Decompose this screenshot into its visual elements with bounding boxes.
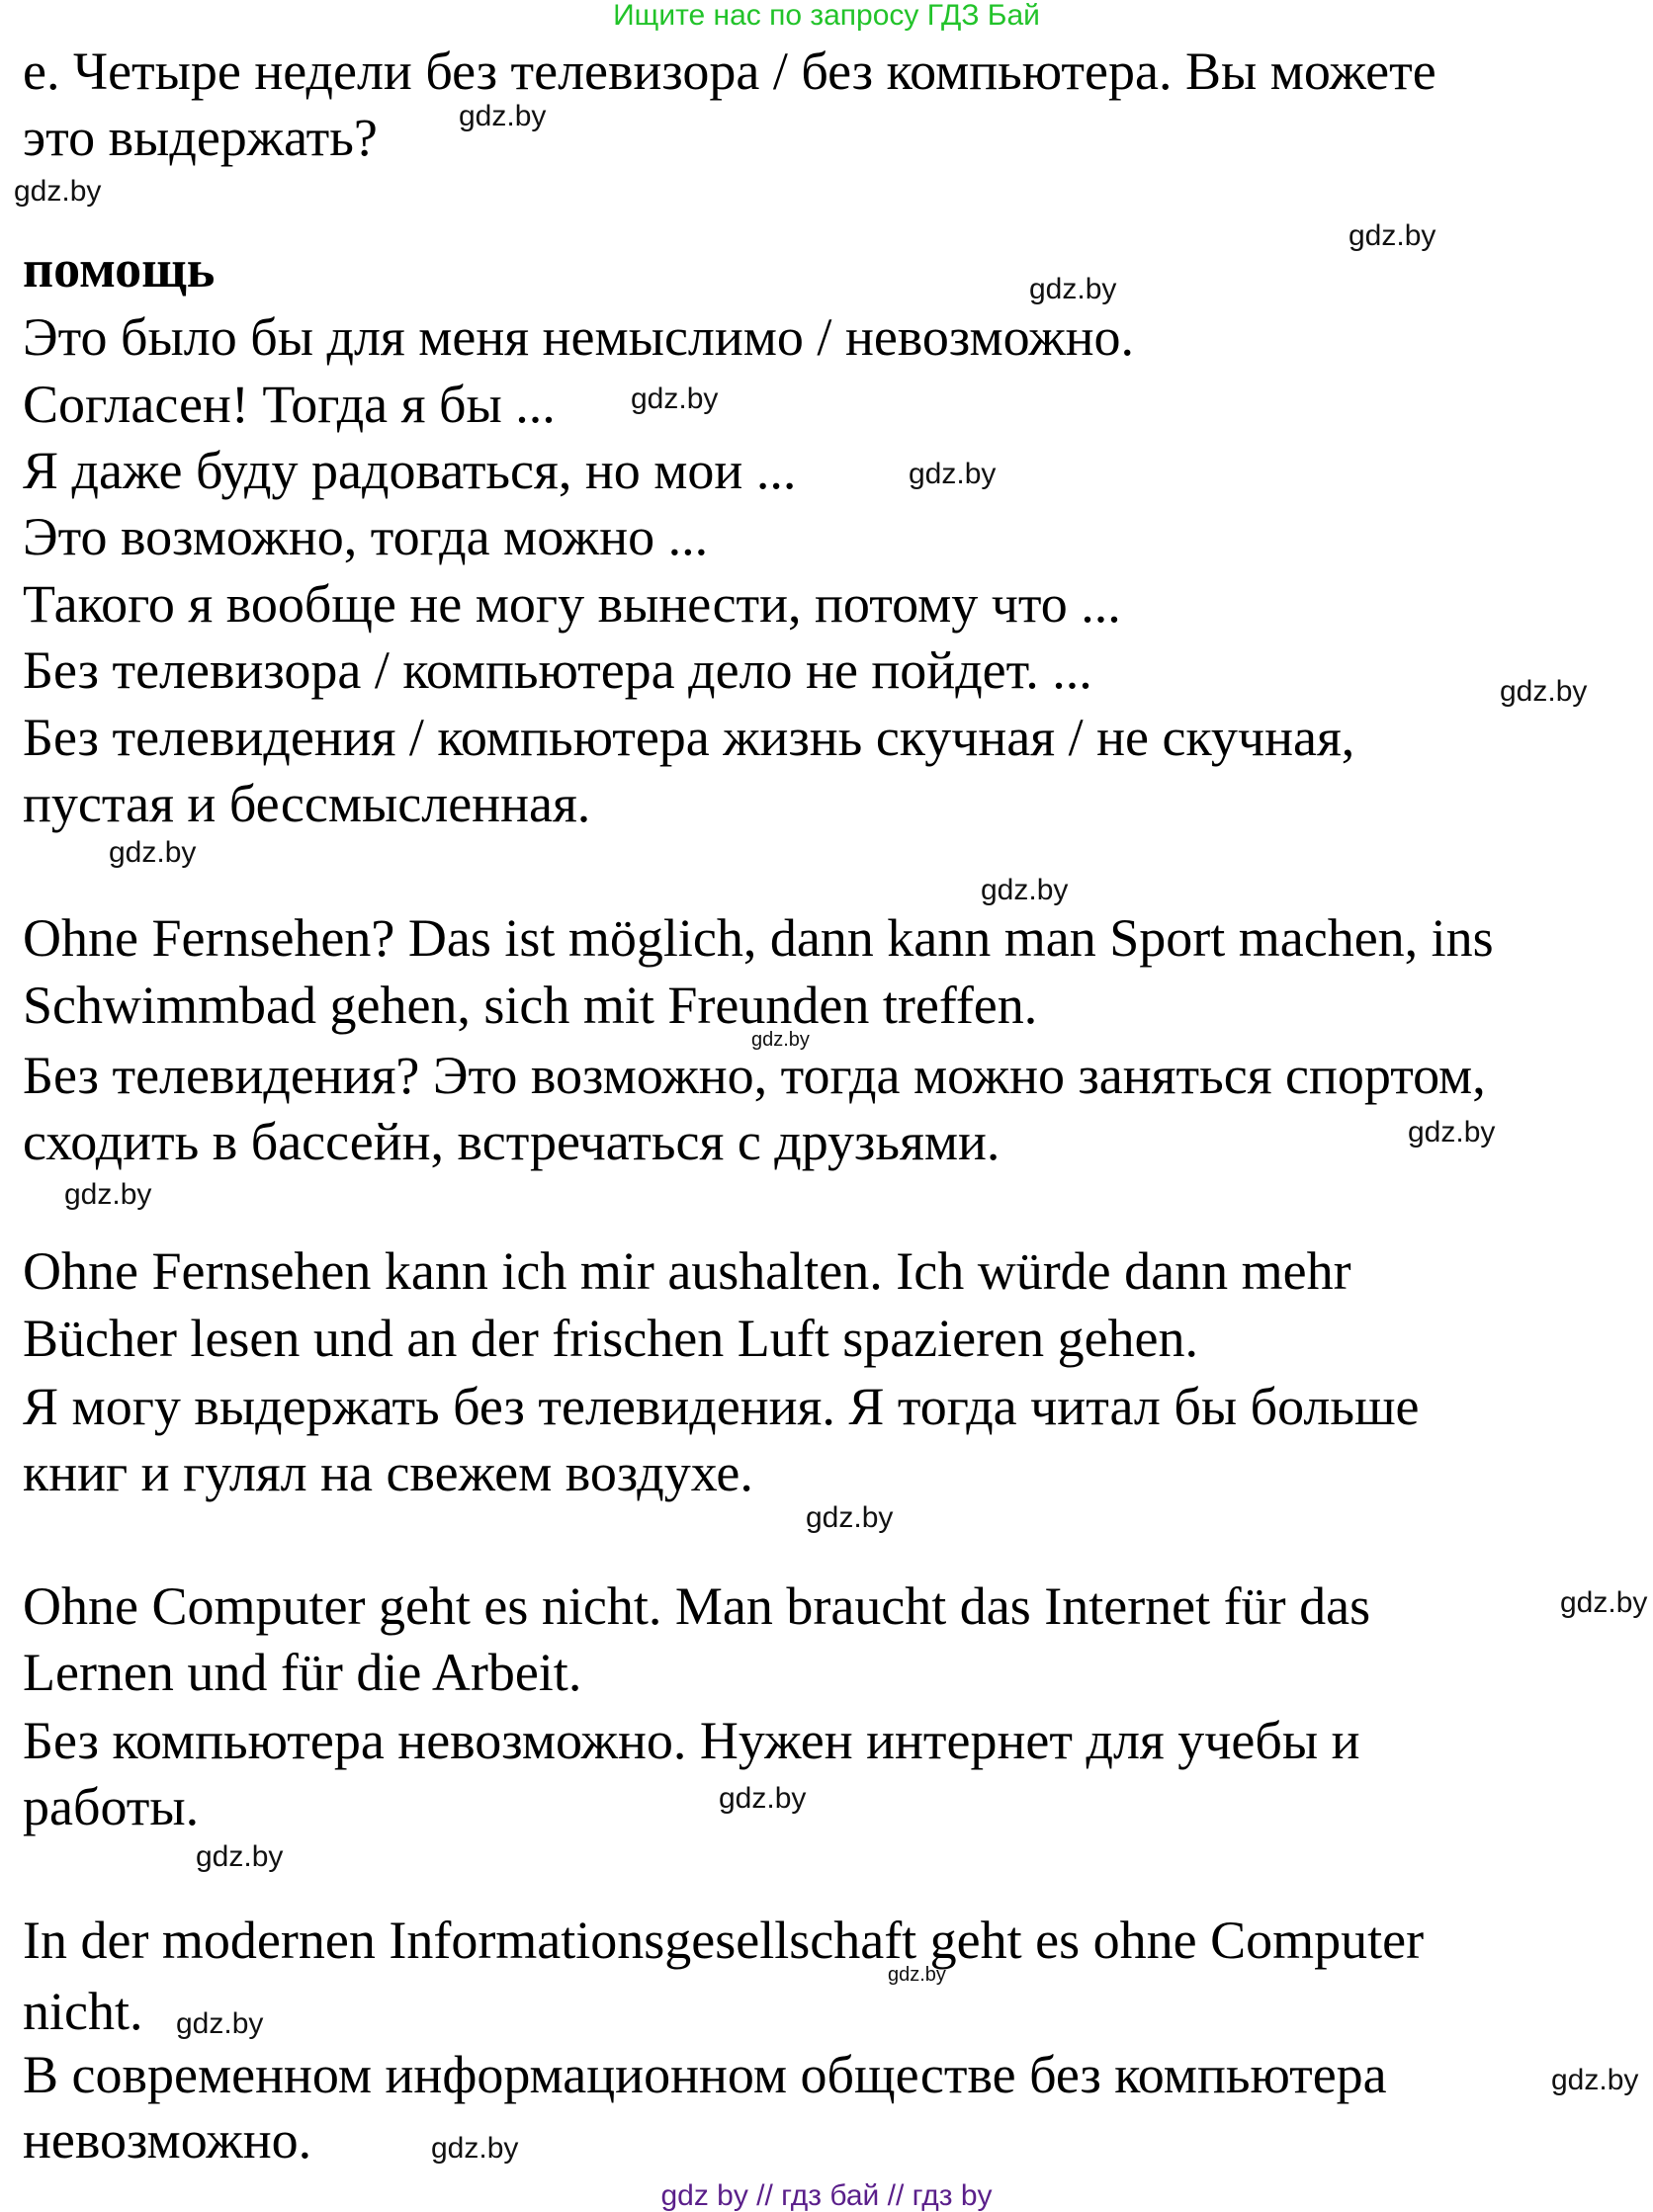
text-line: Ohne Fernsehen kann ich mir aushalten. Ich würde dann mehr [23,1241,1351,1301]
watermark: gdz.by [909,458,997,490]
search-hint-banner: Ищите нас по запросу ГДЗ Бай [613,0,1040,32]
watermark: gdz.by [176,2007,264,2040]
watermark: gdz.by [751,1029,810,1051]
watermark: gdz.by [1560,1586,1648,1619]
text-line: пустая и бессмысленная. [23,774,591,833]
section-heading: помощь [23,239,216,298]
text-line: Это было бы для меня немыслимо / невозможно. [23,307,1135,367]
watermark: gdz.by [806,1501,894,1534]
watermark: gdz.by [1500,675,1588,708]
watermark: gdz.by [196,1840,284,1873]
watermark: gdz.by [109,836,197,869]
watermark: gdz.by [631,383,719,415]
text-line: сходить в бассейн, встречаться с друзьями. [23,1112,1000,1171]
watermark: gdz.by [1029,273,1117,305]
text-line: книг и гулял на свежем воздухе. [23,1443,753,1502]
text-line: Без телевизора / компьютера дело не пойдет. ... [23,640,1092,700]
text-line: Без телевидения? Это возможно, тогда можно заняться спортом, [23,1046,1486,1105]
text-line: Я могу выдержать без телевидения. Я тогда читал бы больше [23,1377,1420,1436]
watermark: gdz.by [64,1178,152,1211]
text-line: Schwimmbad gehen, sich mit Freunden treffen. [23,976,1038,1035]
text-line: Я даже буду радоваться, но мои ... [23,441,797,500]
watermark: gdz.by [1551,2064,1639,2096]
footer-links: gdz by // гдз бай // гдз by [660,2179,993,2212]
text-line: Ohne Fernsehen? Das ist möglich, dann kann man Sport machen, ins [23,908,1494,968]
text-line: Ohne Computer geht es nicht. Man braucht das Internet für das [23,1576,1371,1636]
text-line: Это возможно, тогда можно ... [23,507,709,566]
text-line: Bücher lesen und an der frischen Luft spazieren gehen. [23,1309,1199,1368]
text-line: Согласен! Тогда я бы ... [23,375,556,434]
text-line: работы. [23,1777,200,1836]
watermark: gdz.by [1408,1116,1496,1149]
watermark: gdz.by [14,175,102,208]
text-line: е. Четыре недели без телевизора / без компьютера. Вы можете [23,42,1436,101]
text-line: Без телевидения / компьютера жизнь скучная / не скучная, [23,708,1355,767]
text-line: nicht. [23,1982,143,2041]
watermark: gdz.by [719,1782,807,1815]
watermark: gdz.by [431,2132,519,2165]
text-line: невозможно. [23,2110,312,2169]
text-line: В современном информационном обществе без компьютера [23,2045,1387,2104]
text-line: In der modernen Informationsgesellschaft geht es ohne Computer [23,1911,1425,1970]
watermark: gdz.by [981,874,1069,906]
watermark: gdz.by [888,1964,946,1986]
text-line: Такого я вообще не могу вынести, потому что ... [23,574,1121,634]
watermark: gdz.by [1348,219,1436,252]
text-line: Lernen und für die Arbeit. [23,1643,582,1702]
watermark: gdz.by [459,100,547,132]
text-line: Без компьютера невозможно. Нужен интернет для учебы и [23,1711,1360,1770]
text-line: это выдержать? [23,108,378,167]
